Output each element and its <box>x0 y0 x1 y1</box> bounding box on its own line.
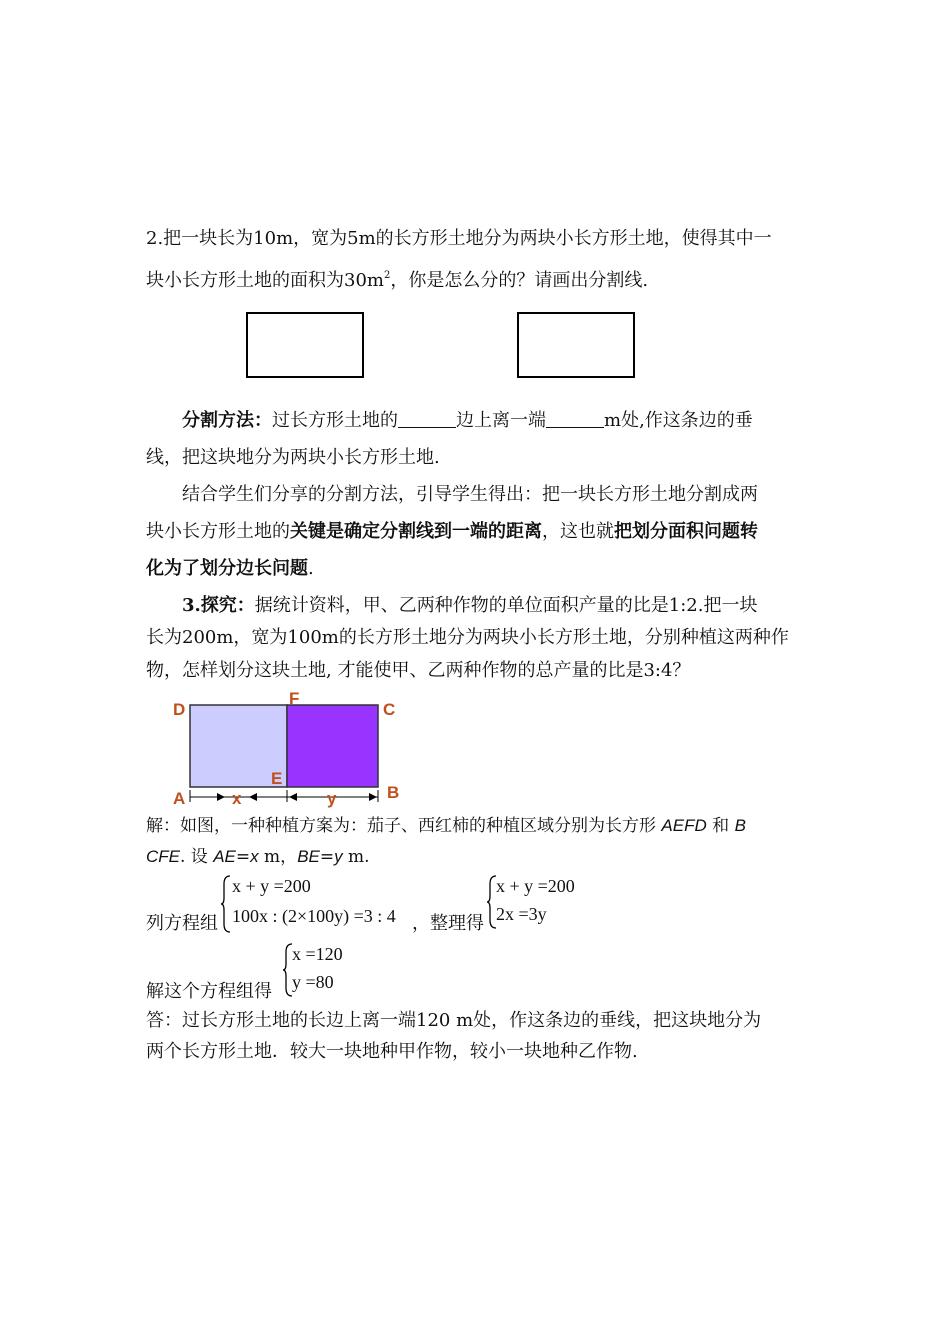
rectangle-1 <box>246 312 364 378</box>
sys3-eq1: x =120 <box>292 944 343 964</box>
system-label: 列方程组 <box>146 913 218 934</box>
method-line2: 线，把这块地分为两块小长方形土地. <box>146 447 440 468</box>
sys1-eq2: 100x : (2×100y) =3 : 4 <box>232 906 396 926</box>
rectangle-2 <box>517 312 635 378</box>
sys2-eq1: x + y =200 <box>496 876 575 896</box>
summary-line1: 结合学生们分享的分割方法，引导学生得出：把一块长方形土地分割成两 <box>182 484 758 505</box>
segment-x-label: x <box>232 789 242 808</box>
answer-line1: 答：过长方形土地的长边上离一端120 m处，作这条边的垂线，把这块地分为 <box>146 1010 762 1031</box>
blank-edge[interactable] <box>398 411 456 428</box>
point-f-label: F <box>289 689 300 708</box>
point-d-label: D <box>173 700 186 719</box>
blank-distance[interactable] <box>546 411 604 428</box>
point-c-label: C <box>383 700 396 719</box>
sys2-eq2: 2x =3y <box>496 904 547 924</box>
method-line1: 分割方法：过长方形土地的 边上离一端 m处,作这条边的垂 <box>182 410 753 431</box>
problem3-line3: 物，怎样划分这块土地, 才能使甲、乙两种作物的总产量的比是3:4？ <box>146 660 691 681</box>
summary-line3: 化为了划分边长问题. <box>146 558 314 579</box>
solution-line1: 解：如图，一种种植方案为：茄子、西红柿的种植区域分别为长方形 AEFD 和 B <box>146 816 746 836</box>
point-a-label: A <box>173 789 186 808</box>
sys3-eq2: y =80 <box>292 972 334 992</box>
solve-label: 解这个方程组得 <box>146 981 272 1002</box>
problem3-line1: 3.探究：据统计资料，甲、乙两种作物的单位面积产量的比是1:2.把一块 <box>182 595 758 616</box>
problem2-line2: 块小长方形土地的面积为$30m^2$，你是怎么分的？请画出分割线. <box>146 270 649 291</box>
sys1-eq1: x + y =200 <box>232 876 311 896</box>
problem3-line2: 长为200m，宽为100m的长方形土地分为两块小长方形土地，分别种植这两种作 <box>146 627 789 648</box>
segment-y-label: y <box>327 789 337 808</box>
point-b-label: B <box>387 783 400 802</box>
problem2-line1: 2.把一块长为10m，宽为5m的长方形土地分为两块小长方形土地，使得其中一 <box>146 228 772 249</box>
summary-line2: 块小长方形土地的关键是确定分割线到一端的距离，这也就把划分面积问题转 <box>146 521 758 542</box>
region-bcfe <box>287 705 378 787</box>
simplify-label: ，整理得 <box>412 913 484 934</box>
solution-line2: CFE. 设 AE=x m，BE=y m. <box>146 847 370 867</box>
answer-line2: 两个长方形土地．较大一块地种甲作物，较小一块地种乙作物. <box>146 1041 638 1062</box>
brace-system1 <box>220 874 232 934</box>
point-e-label: E <box>271 769 283 788</box>
